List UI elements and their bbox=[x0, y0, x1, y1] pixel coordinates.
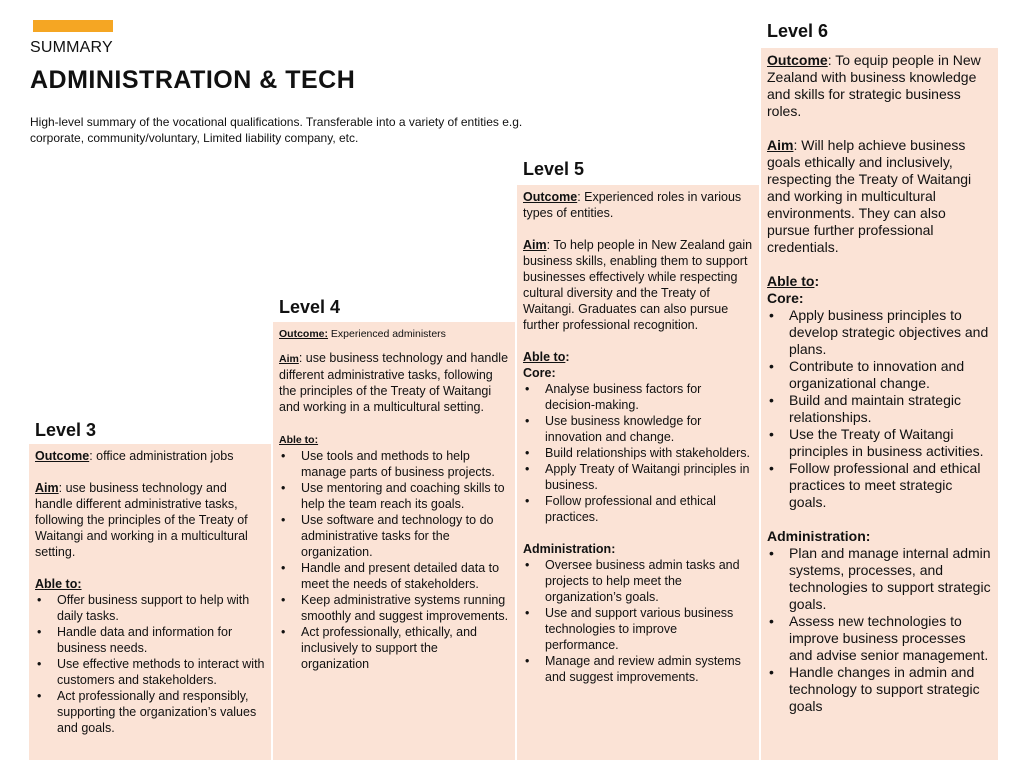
level-4-aim bbox=[279, 350, 509, 415]
level-3-outcome bbox=[35, 448, 265, 464]
aim-text: : Will help achieve business goals ethically and inclusively, respecting the Treaty of Waitangi and working in multicultural environments. They can also pursue further professional credentials. bbox=[767, 137, 972, 255]
list-item: • Manage and review admin systems and suggest improvements. bbox=[523, 653, 753, 685]
level-6-outcome bbox=[767, 52, 992, 120]
able-to-label: Able to bbox=[523, 350, 566, 364]
outcome-label: Outcome bbox=[35, 449, 90, 463]
list-item: • Handle data and information for business needs. bbox=[35, 624, 265, 656]
able-to-label: Able to: bbox=[35, 577, 82, 591]
level-5-outcome bbox=[523, 189, 753, 221]
aim-label: Aim bbox=[35, 481, 59, 495]
aim-label: Aim bbox=[523, 238, 547, 252]
level-6-heading: Level 6 bbox=[767, 21, 829, 41]
able-to-label: Able to: bbox=[279, 434, 319, 446]
outcome-text: : Experienced roles in various types of entities. bbox=[523, 190, 742, 220]
list-item: • Plan and manage internal admin systems, processes, and technologies to support strategic goals. bbox=[767, 545, 992, 613]
aim-label: Aim bbox=[767, 137, 794, 153]
list-item: • Use mentoring and coaching skills to help the team reach its goals. bbox=[279, 480, 509, 512]
level-4-heading: Level 4 bbox=[279, 297, 341, 317]
list-item: • Build relationships with stakeholders. bbox=[523, 445, 753, 461]
list-item: • Follow professional and ethical practices to meet strategic goals. bbox=[767, 460, 992, 511]
list-item: • Use business knowledge for innovation and change. bbox=[523, 413, 753, 445]
outcome-text: : office administration jobs bbox=[89, 449, 234, 463]
list-item: • Offer business support to help with daily tasks. bbox=[35, 592, 265, 624]
level-5-admin-list bbox=[523, 557, 753, 685]
page-description: High-level summary of the vocational qualifications. Transferable into a variety of entities e.g. corporate, community/voluntary, Limited liability company, etc. bbox=[30, 115, 523, 145]
level-4-outcome bbox=[279, 326, 509, 342]
administration-label: Administration: bbox=[523, 542, 616, 556]
list-item: • Apply Treaty of Waitangi principles in business. bbox=[523, 461, 753, 493]
able-to-label: Able to bbox=[767, 273, 815, 289]
level-6-aim bbox=[767, 137, 992, 256]
list-item: • Handle and present detailed data to meet the needs of stakeholders. bbox=[279, 560, 509, 592]
list-item: • Build and maintain strategic relationships. bbox=[767, 392, 992, 426]
core-label: Core: bbox=[767, 290, 804, 306]
list-item: • Use tools and methods to help manage parts of business projects. bbox=[279, 448, 509, 480]
list-item: • Use software and technology to do administrative tasks for the organization. bbox=[279, 512, 509, 560]
list-item: • Act professionally and responsibly, supporting the organization’s values and goals. bbox=[35, 688, 265, 736]
aim-label: Aim bbox=[279, 353, 299, 365]
administration-label: Administration: bbox=[767, 528, 871, 544]
list-item: • Analyse business factors for decision-making. bbox=[523, 381, 753, 413]
level-4-card bbox=[273, 322, 515, 760]
list-item: • Use the Treaty of Waitangi principles in business activities. bbox=[767, 426, 992, 460]
outcome-label: Outcome bbox=[767, 52, 828, 68]
list-item: • Follow professional and ethical practices. bbox=[523, 493, 753, 525]
outcome-text: Experienced administers bbox=[328, 328, 446, 340]
list-item: • Contribute to innovation and organizational change. bbox=[767, 358, 992, 392]
level-6-card bbox=[761, 48, 998, 760]
list-item: • Assess new technologies to improve business processes and advise senior management. bbox=[767, 613, 992, 664]
aim-text: : use business technology and handle different administrative tasks, following the principles of the Treaty of Waitangi and working in a multicultural setting. bbox=[279, 351, 509, 414]
level-6-core-list bbox=[767, 307, 992, 511]
page-title: ADMINISTRATION & TECH bbox=[30, 66, 356, 94]
outcome-label: Outcome bbox=[523, 190, 578, 204]
accent-bar bbox=[33, 20, 113, 32]
level-6-admin-list bbox=[767, 545, 992, 715]
level-3-card bbox=[29, 444, 271, 760]
list-item: • Handle changes in admin and technology to support strategic goals bbox=[767, 664, 992, 715]
list-item: • Oversee business admin tasks and projects to help meet the organization’s goals. bbox=[523, 557, 753, 605]
summary-label: SUMMARY bbox=[30, 39, 113, 56]
able-to-colon: : bbox=[814, 273, 820, 289]
level-3-aim bbox=[35, 480, 265, 560]
core-label: Core: bbox=[523, 366, 556, 380]
able-to-colon: : bbox=[565, 350, 570, 364]
list-item: • Use and support various business technologies to improve performance. bbox=[523, 605, 753, 653]
level-5-card bbox=[517, 185, 759, 760]
aim-text: : To help people in New Zealand gain business skills, enabling them to support businesses effectively while respecting cultural diversity and the Treaty of Waitangi. Graduates can also pursue further professional recognition. bbox=[523, 238, 753, 332]
list-item: • Keep administrative systems running smoothly and suggest improvements. bbox=[279, 592, 509, 624]
level-3-heading: Level 3 bbox=[35, 420, 97, 440]
list-item: • Apply business principles to develop strategic objectives and plans. bbox=[767, 307, 992, 358]
outcome-label: Outcome: bbox=[279, 328, 329, 340]
level-5-heading: Level 5 bbox=[523, 159, 585, 179]
aim-text: : use business technology and handle different administrative tasks, following the principles of the Treaty of Waitangi and working in a multicultural setting. bbox=[35, 481, 248, 559]
list-item: • Use effective methods to interact with customers and stakeholders. bbox=[35, 656, 265, 688]
level-5-aim bbox=[523, 237, 753, 333]
level-4-able-list bbox=[279, 448, 509, 672]
outcome-text: : To equip people in New Zealand with business knowledge and skills for strategic business roles. bbox=[767, 52, 981, 119]
level-5-core-list bbox=[523, 381, 753, 525]
level-3-able-list bbox=[35, 592, 265, 736]
list-item: • Act professionally, ethically, and inclusively to support the organization bbox=[279, 624, 509, 672]
